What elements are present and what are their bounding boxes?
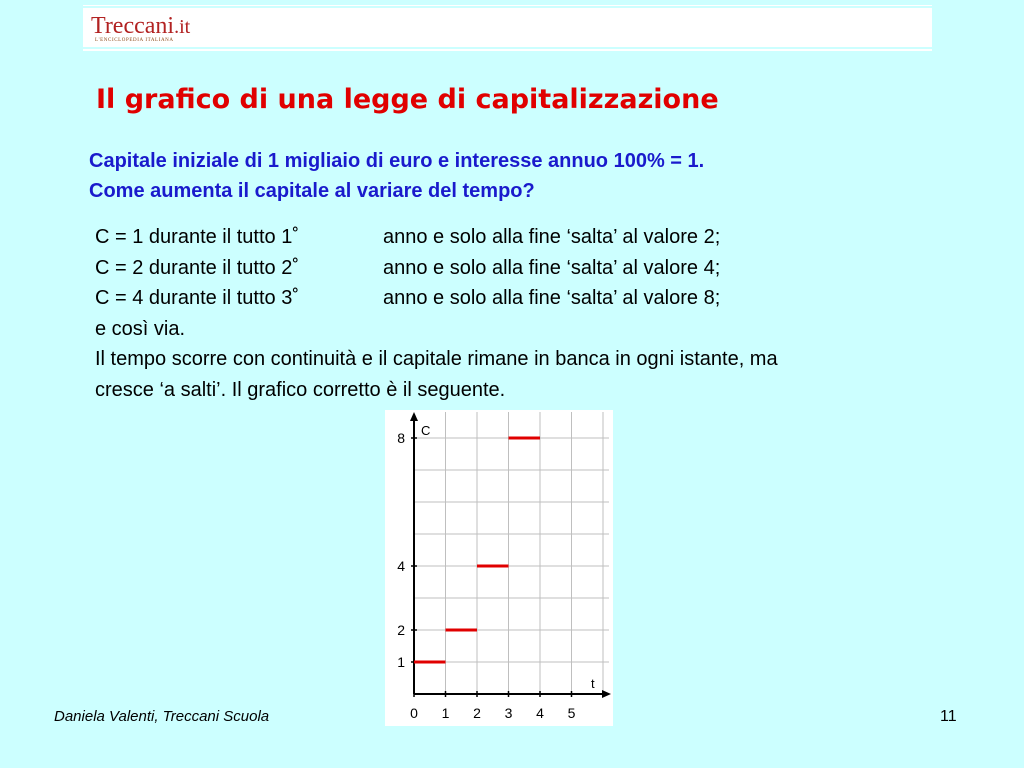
step-line (95, 253, 995, 284)
step-chart-svg (385, 410, 613, 726)
footer-author: Daniela Valenti, Treccani Scuola (54, 708, 270, 725)
logo-wordmark: Treccani.it (91, 13, 191, 39)
step-right: anno e solo alla fine ‘salta’ al valore 8; (383, 287, 721, 309)
step-left: C = 2 durante il tutto 2˚ (95, 256, 300, 279)
y-tick-label: 1 (397, 654, 405, 670)
header-bar (83, 5, 932, 51)
y-axis-label: C (421, 423, 431, 438)
step-right: anno e solo alla fine ‘salta’ al valore 4; (383, 256, 721, 279)
slide-body (95, 222, 995, 405)
etc-line: e così via. (95, 317, 186, 340)
x-tick-label: 1 (441, 705, 450, 721)
subtitle-line: Come aumenta il capitale al variare del tempo? (89, 180, 535, 202)
step-left: C = 4 durante il tutto 3˚ (95, 287, 300, 309)
page-number: 11 (940, 708, 957, 725)
x-axis-label: t (591, 676, 595, 691)
step-left: C = 1 durante il tutto 1˚ (95, 226, 300, 248)
treccani-logo[interactable] (89, 10, 209, 46)
y-tick-label: 8 (397, 430, 405, 446)
x-axis-arrow (602, 690, 611, 698)
x-tick-label: 0 (410, 705, 418, 721)
header-rule-bottom (83, 47, 932, 49)
step-right: anno e solo alla fine ‘salta’ al valore 2; (383, 226, 721, 248)
x-tick-label: 5 (567, 705, 576, 721)
step-chart (385, 410, 613, 726)
y-tick-label: 4 (397, 558, 405, 574)
step-line (95, 283, 995, 314)
x-tick-label: 2 (473, 705, 481, 721)
step-line (95, 222, 995, 253)
logo-tagline: L'ENCICLOPEDIA ITALIANA (95, 38, 174, 43)
paragraph-line: Il tempo scorre con continuità e il capitale rimane in banca in ogni istante, ma (95, 348, 778, 370)
y-tick-label: 2 (397, 622, 405, 638)
x-tick-label: 3 (504, 705, 513, 721)
header-rule-top (83, 6, 932, 8)
slide-subtitle (89, 146, 704, 206)
slide-title: Il grafico di una legge di capitalizzazione (96, 84, 719, 115)
paragraph-line: cresce ‘a salti’. Il grafico corretto è il seguente. (95, 378, 506, 401)
y-axis-arrow (410, 412, 418, 421)
subtitle-line: Capitale iniziale di 1 migliaio di euro e interesse annuo 100% = 1. (89, 150, 705, 172)
x-tick-label: 4 (536, 705, 544, 721)
